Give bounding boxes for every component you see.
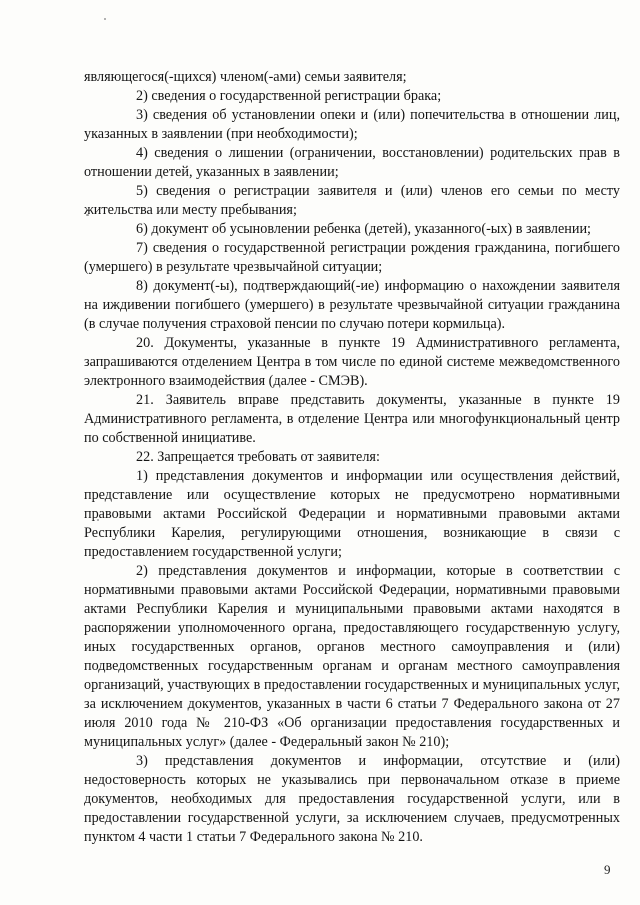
- paragraph: 4) сведения о лишении (ограничении, восстановлении) родительских прав в отношении детей, указанных в заявлении;: [84, 145, 620, 180]
- paragraph: 22. Запрещается требовать от заявителя:: [136, 449, 380, 465]
- paragraph: 3) представления документов и информации, отсутствие и (или) недостоверность которых не указывались при первоначальном отказе в приеме документов, необходимых для предоставления государственной услуги, или в предоставлении государственной услуги, за исключением случаев, предусмотренных пунктом 4 части 1 статьи 7 Федерального закона № 210.: [84, 753, 620, 845]
- document-body: [84, 68, 620, 847]
- scan-speck: [104, 18, 106, 20]
- paragraph: 5) сведения о регистрации заявителя и (или) членов его семьи по месту жительства или месту пребывания;: [84, 183, 620, 218]
- paragraph: 3) сведения об установлении опеки и (или) попечительства в отношении лиц, указанных в заявлении (при необходимости);: [84, 107, 620, 142]
- paragraph: 21. Заявитель вправе представить документы, указанные в пункте 19 Административного регламента, в отделение Центра или многофункциональный центр по собственной инициативе.: [84, 392, 620, 446]
- paragraph: 1) представления документов и информации или осуществления действий, представление или осуществление которых не предусмотрено нормативными правовыми актами Российской Федерации и нормативными правовыми актами Республики Карелия, регулирующими отношения, возникающие в связи с предоставлением государственной услуги;: [84, 468, 620, 560]
- paragraph: 2) представления документов и информации, которые в соответствии с нормативными правовыми актами Российской Федерации, нормативными правовыми актами Республики Карелия и муниципальными правовыми актами находятся в распоряжении уполномоченного органа, предоставляющего государственную услугу, иных государственных органов, органов местного самоуправления и (или) подведомственных государственным органам и органам местного самоуправления организаций, участвующих в предоставлении государственных и муниципальных услуг, за исключением документов, указанных в части 6 статьи 7 Федерального закона от 27 июля 2010 года № 210-ФЗ «Об организации предоставления государственных и муниципальных услуг» (далее - Федеральный закон № 210);: [84, 563, 620, 750]
- paragraph: 20. Документы, указанные в пункте 19 Административного регламента, запрашиваются отделением Центра в том числе по единой системе межведомственного электронного взаимодействия (далее - СМЭВ).: [84, 335, 620, 389]
- paragraph: 2) сведения о государственной регистрации брака;: [136, 88, 442, 104]
- paragraph: 7) сведения о государственной регистрации рождения гражданина, погибшего (умершего) в результате чрезвычайной ситуации;: [84, 240, 620, 275]
- paragraph: 8) документ(-ы), подтверждающий(-ие) информацию о нахождении заявителя на иждивении погибшего (умершего) в результате чрезвычайной ситуации гражданина (в случае получения страховой пенсии по случаю потери кормильца).: [84, 278, 620, 332]
- paragraph: являющегося(-щихся) членом(-ами) семьи заявителя;: [84, 69, 407, 85]
- page-number: 9: [604, 862, 611, 877]
- paragraph: 6) документ об усыновлении ребенка (детей), указанного(-ых) в заявлении;: [136, 221, 591, 237]
